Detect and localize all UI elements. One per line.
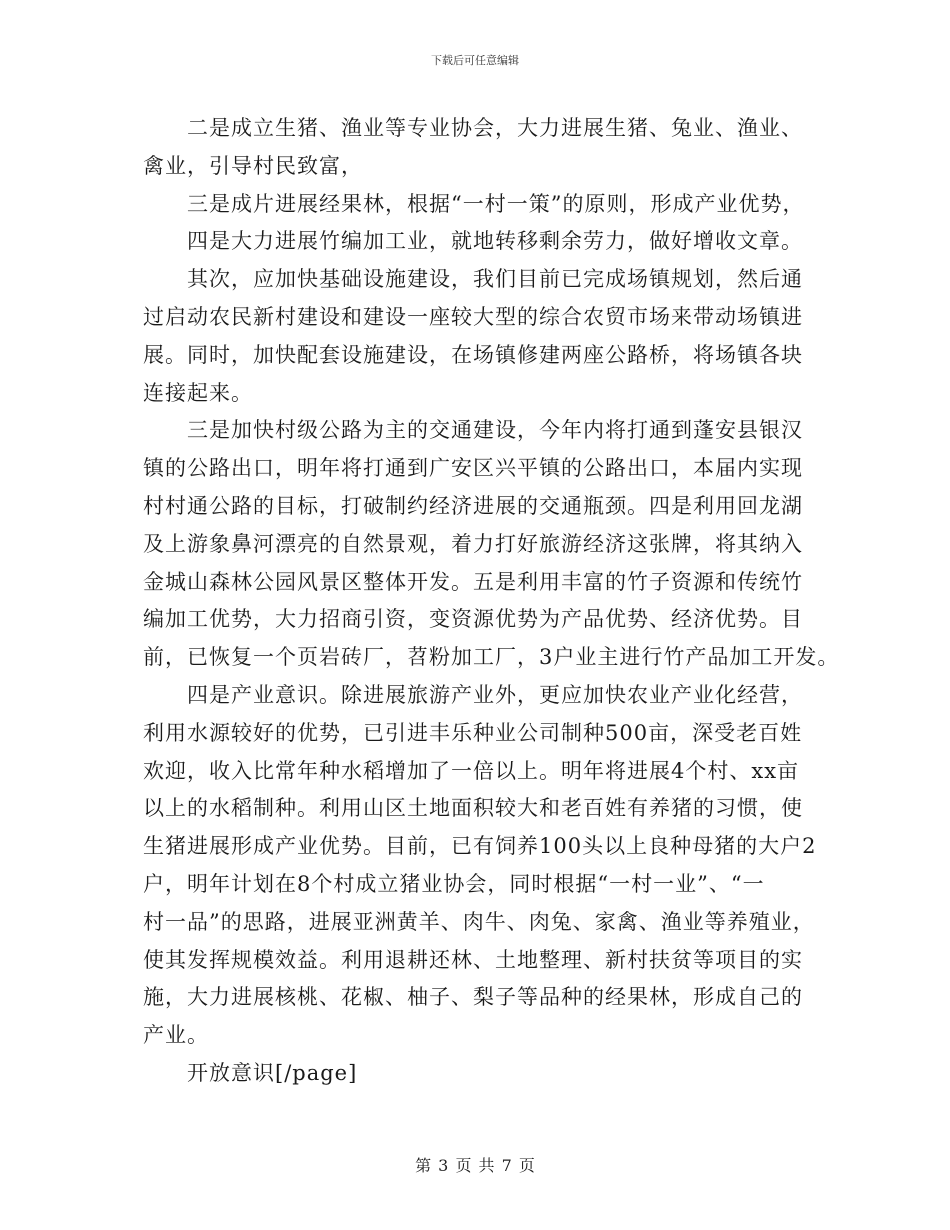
text-line: 二是成立生猪、渔业等专业协会，大力进展生猪、兔业、渔业、 (187, 116, 803, 140)
text-line: 四是产业意识。除进展旅游产业外，更应加快农业产业化经营， (187, 682, 803, 707)
text-line: 展。同时，加快配套设施建设，在场镇修建两座公路桥，将场镇各块 (143, 342, 803, 367)
text-line: 户，明年计划在8个村成立猪业协会，同时根据“一村一业”、“一 (143, 871, 765, 896)
text-line: 连接起来。 (143, 380, 253, 405)
text-line: 编加工优势，大力招商引资，变资源优势为产品优势、经济优势。目 (143, 607, 803, 632)
text-line: 其次，应加快基础设施建设，我们目前已完成场镇规划，然后通 (187, 267, 803, 292)
text-line: 前，已恢复一个页岩砖厂，苕粉加工厂，3户业主进行竹产品加工开发。 (143, 645, 840, 670)
document-body (143, 110, 840, 1093)
text-line: 过启动农民新村建设和建设一座较大型的综合农贸市场来带动场镇进 (143, 304, 803, 329)
page-header: 下载后可任意编辑 (431, 54, 519, 67)
text-line: 及上游象鼻河漂亮的自然景观，着力打好旅游经济这张牌，将其纳入 (143, 531, 803, 556)
text-line: 以上的水稻制种。利用山区土地面积较大和老百姓有养猪的习惯，使 (143, 796, 803, 821)
text-line: 利用水源较好的优势，已引进丰乐种业公司制种500亩，深受老百姓 (143, 720, 803, 745)
text-line: 施，大力进展核桃、花椒、柚子、梨子等品种的经果林，形成自己的 (143, 985, 803, 1010)
text-line: 村一品”的思路，进展亚洲黄羊、肉牛、肉兔、家禽、渔业等养殖业， (143, 909, 815, 934)
text-line: 欢迎，收入比常年种水稻增加了一倍以上。明年将进展4个村、xx亩 (143, 758, 800, 783)
text-line: 开放意识[/page] (187, 1060, 358, 1085)
text-line: 禽业，引导村民致富， (143, 153, 363, 178)
text-line: 四是大力进展竹编加工业，就地转移剩余劳力，做好增收文章。 (187, 229, 803, 254)
text-line: 生猪进展形成产业优势。目前，已有饲养100头以上良种母猪的大户2 (143, 834, 817, 859)
text-line: 镇的公路出口，明年将打通到广安区兴平镇的公路出口，本届内实现 (143, 456, 803, 481)
text-line: 三是成片进展经果林，根据“一村一策”的原则，形成产业优势， (187, 191, 805, 216)
text-line: 产业。 (143, 1023, 209, 1048)
text-line: 金城山森林公园风景区整体开发。五是利用丰富的竹子资源和传统竹 (143, 569, 803, 594)
text-line: 三是加快村级公路为主的交通建设，今年内将打通到蓬安县银汉 (187, 418, 803, 443)
page-number-footer: 第 3 页 共 7 页 (415, 1156, 535, 1175)
text-line: 村村通公路的目标，打破制约经济进展的交通瓶颈。四是利用回龙湖 (143, 493, 803, 518)
text-line: 使其发挥规模效益。利用退耕还林、土地整理、新村扶贫等项目的实 (143, 947, 803, 972)
